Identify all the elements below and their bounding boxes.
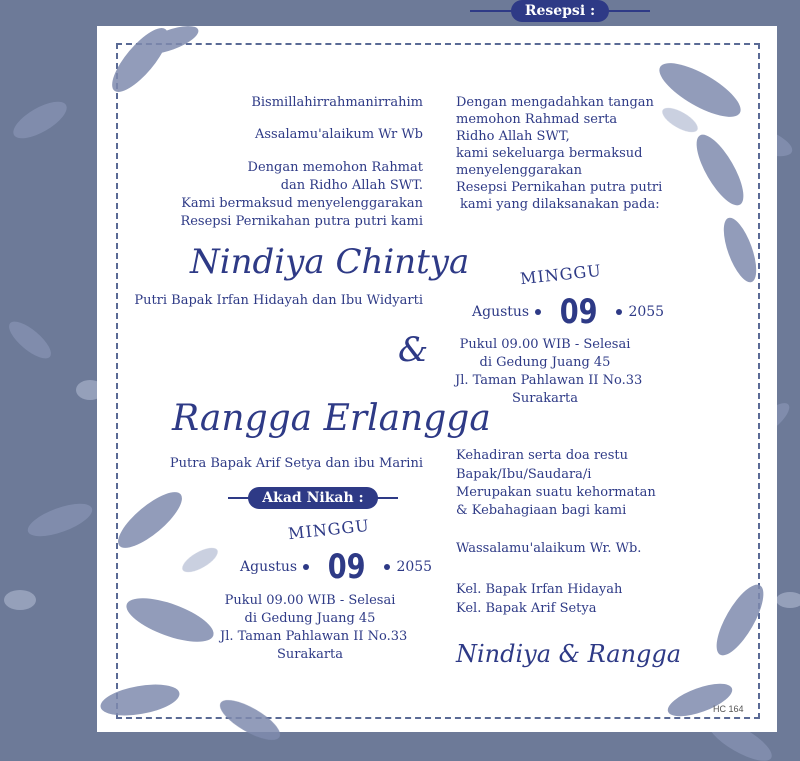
resepsi-detail-1: Pukul 09.00 WIB - Selesai (459, 337, 631, 352)
akad-date (240, 547, 432, 587)
family-1: Kel. Bapak Irfan Hidayah (456, 582, 623, 597)
bride-parents: Putri Bapak Irfan Hidayah dan Ibu Widyarti (134, 293, 423, 308)
resepsi-year: 2055 (628, 304, 665, 320)
resepsi-detail-4: Surakarta (511, 391, 579, 406)
dot-icon (616, 309, 622, 315)
akad-detail-1: Pukul 09.00 WIB - Selesai (224, 593, 396, 608)
akad-year: 2055 (396, 559, 433, 575)
right-intro-4: kami sekeluarga bermaksud (456, 146, 643, 161)
akad-day-number: 09 (327, 547, 366, 587)
salam-text: Assalamu'alaikum Wr Wb (255, 127, 423, 142)
family-2: Kel. Bapak Arif Setya (456, 601, 597, 616)
right-intro-7: kami yang dilaksanakan pada: (460, 197, 660, 212)
closing-line-2: Bapak/Ibu/Saudara/i (456, 467, 592, 482)
intro-line-4: Resepsi Pernikahan putra putri kami (180, 214, 423, 229)
resepsi-detail-3: Jl. Taman Pahlawan II No.33 (455, 373, 643, 388)
intro-line-1: Dengan memohon Rahmat (247, 160, 423, 175)
intro-line-2: dan Ridho Allah SWT. (280, 178, 423, 193)
akad-detail-2: di Gedung Juang 45 (244, 611, 376, 626)
closing-line-1: Kehadiran serta doa restu (456, 448, 629, 463)
groom-name: Rangga Erlangga (172, 398, 491, 439)
akad-month: Agustus (240, 559, 298, 575)
right-intro-6: Resepsi Pernikahan putra putri (456, 180, 663, 195)
right-intro-2: memohon Rahmad serta (456, 112, 618, 127)
intro-line-3: Kami bermaksud menyelenggarakan (181, 196, 423, 211)
akad-detail-4: Surakarta (276, 647, 344, 662)
right-intro-5: menyelenggarakan (456, 163, 583, 178)
akad-detail-3: Jl. Taman Pahlawan II No.33 (220, 629, 408, 644)
resepsi-date (472, 292, 664, 332)
right-intro-3: Ridho Allah SWT, (456, 129, 570, 144)
akad-day: MINGGU (287, 515, 371, 544)
resepsi-day: MINGGU (519, 260, 603, 289)
akad-nikah-label: Akad Nikah : (218, 487, 408, 509)
closing-line-3: Merupakan suatu kehormatan (456, 485, 656, 500)
product-code: HC 164 (713, 704, 744, 714)
resepsi-detail-2: di Gedung Juang 45 (479, 355, 611, 370)
dot-icon (303, 564, 309, 570)
closing-line-4: & Kebahagiaan bagi kami (456, 503, 627, 518)
groom-parents: Putra Bapak Arif Setya dan ibu Marini (169, 456, 423, 471)
dot-icon (535, 309, 541, 315)
bride-name: Nindiya Chintya (190, 242, 470, 282)
wassalam-text: Wassalamu'alaikum Wr. Wb. (456, 541, 642, 556)
right-intro-1: Dengan mengadahkan tangan (456, 95, 654, 110)
resepsi-day-number: 09 (559, 292, 598, 332)
bismillah-text: Bismillahirrahmanirrahim (251, 95, 423, 110)
couple-signature: Nindiya & Rangga (456, 640, 682, 668)
resepsi-label: Resepsi : (462, 0, 658, 22)
dot-icon (384, 564, 390, 570)
ampersand: & (398, 330, 429, 370)
resepsi-month: Agustus (472, 304, 530, 320)
